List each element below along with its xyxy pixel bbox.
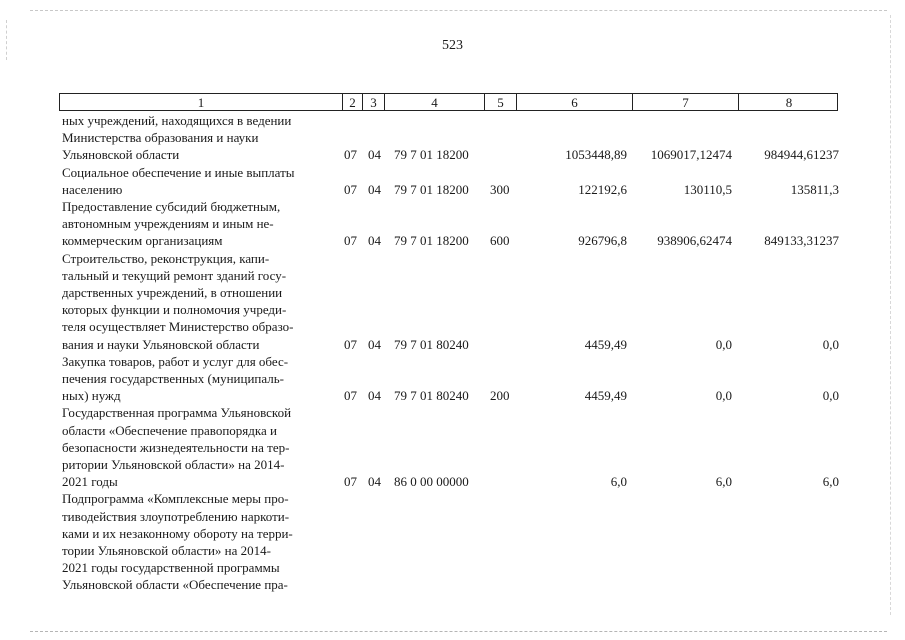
amount-col-7: 6,0 <box>715 474 732 490</box>
section-code: 07 <box>344 233 357 249</box>
table-row <box>62 250 852 353</box>
amount-col-8: 849133,31237 <box>764 233 839 249</box>
table-row <box>62 490 852 593</box>
description-line: области «Обеспечение правопорядка и <box>62 422 277 438</box>
description-line: тальный и текущий ремонт зданий госу- <box>62 267 287 283</box>
description-line: вания и науки Ульяновской области <box>62 336 260 352</box>
header-col-2: 2 <box>342 94 362 110</box>
target-article-code: 79 7 01 18200 <box>394 181 469 197</box>
section-code: 07 <box>344 336 357 352</box>
row-description <box>62 164 336 198</box>
description-line: тиводействия злоупотреблению наркоти- <box>62 508 290 524</box>
description-line: Ульяновской области «Обеспечение пра- <box>62 577 288 593</box>
target-article-code: 79 7 01 80240 <box>394 336 469 352</box>
table-row <box>62 112 852 164</box>
section-code: 07 <box>344 388 357 404</box>
row-description <box>62 404 336 490</box>
row-description <box>62 112 336 164</box>
scan-edge-bottom <box>30 631 887 632</box>
description-line: теля осуществляет Министерство образо- <box>62 319 294 335</box>
section-code: 07 <box>344 147 357 163</box>
scan-edge-right <box>890 15 891 615</box>
description-line: ками и их незаконному обороту на терри- <box>62 525 293 541</box>
description-line: дарственных учреждений, в отношении <box>62 285 283 301</box>
header-col-3: 3 <box>362 94 384 110</box>
header-col-8: 8 <box>738 94 839 110</box>
scan-edge-top <box>30 10 887 11</box>
amount-col-7: 130110,5 <box>683 181 732 197</box>
table-body <box>62 112 852 594</box>
subsection-code: 04 <box>368 233 381 249</box>
row-description <box>62 198 336 250</box>
table-row <box>62 404 852 490</box>
description-line: Министерства образования и науки <box>62 130 259 146</box>
amount-col-8: 135811,3 <box>790 181 839 197</box>
subsection-code: 04 <box>368 147 381 163</box>
table-row <box>62 198 852 250</box>
description-line: которых функции и полномочия учреди- <box>62 302 287 318</box>
description-line: Строительство, реконструкция, капи- <box>62 250 270 266</box>
description-line: 2021 годы <box>62 474 118 490</box>
description-line: населению <box>62 181 123 197</box>
amount-col-8: 984944,61237 <box>764 147 839 163</box>
amount-col-7: 1069017,12474 <box>650 147 732 163</box>
section-code: 07 <box>344 181 357 197</box>
header-col-5: 5 <box>484 94 516 110</box>
target-article-code: 79 7 01 18200 <box>394 233 469 249</box>
row-description <box>62 250 336 353</box>
amount-col-6: 122192,6 <box>578 181 627 197</box>
description-line: Государственная программа Ульяновской <box>62 405 292 421</box>
subsection-code: 04 <box>368 181 381 197</box>
header-col-1: 1 <box>197 95 205 110</box>
header-col-7: 7 <box>632 94 738 110</box>
amount-col-7: 0,0 <box>715 388 732 404</box>
description-line: ных) нужд <box>62 388 121 404</box>
subsection-code: 04 <box>368 336 381 352</box>
row-description <box>62 490 336 593</box>
amount-col-6: 926796,8 <box>578 233 627 249</box>
description-line: безопасности жизнедеятельности на тер- <box>62 439 290 455</box>
description-line: тории Ульяновской области» на 2014- <box>62 543 271 559</box>
target-article-code: 86 0 00 00000 <box>394 474 469 490</box>
description-line: автономным учреждениям и иным не- <box>62 216 274 232</box>
subsection-code: 04 <box>368 474 381 490</box>
description-line: ных учреждений, находящихся в ведении <box>62 113 292 128</box>
page-number: 523 <box>442 38 463 53</box>
table-row <box>62 164 852 198</box>
description-line: печения государственных (муниципаль- <box>62 371 285 387</box>
row-description <box>62 353 336 405</box>
section-code: 07 <box>344 474 357 490</box>
description-line: Ульяновской области <box>62 147 180 163</box>
table-row <box>62 353 852 405</box>
table-header-row <box>59 93 838 111</box>
description-line: Социальное обеспечение и иные выплаты <box>62 164 295 180</box>
amount-col-7: 938906,62474 <box>657 233 732 249</box>
description-line: Закупка товаров, работ и услуг для обес- <box>62 353 289 369</box>
amount-col-6: 4459,49 <box>584 388 627 404</box>
target-article-code: 79 7 01 80240 <box>394 388 469 404</box>
amount-col-8: 0,0 <box>822 336 839 352</box>
header-col-6: 6 <box>516 94 632 110</box>
amount-col-8: 0,0 <box>822 388 839 404</box>
amount-col-6: 6,0 <box>610 474 627 490</box>
subsection-code: 04 <box>368 388 381 404</box>
header-col-4: 4 <box>384 94 484 110</box>
description-line: ритории Ульяновской области» на 2014- <box>62 457 285 473</box>
amount-col-6: 4459,49 <box>584 336 627 352</box>
description-line: Подпрограмма «Комплексные меры про- <box>62 491 289 507</box>
description-line: Предоставление субсидий бюджетным, <box>62 199 281 215</box>
target-article-code: 79 7 01 18200 <box>394 147 469 163</box>
amount-col-6: 1053448,89 <box>565 147 627 163</box>
description-line: коммерческим организациям <box>62 233 223 249</box>
amount-col-8: 6,0 <box>822 474 839 490</box>
expense-type-code: 300 <box>490 181 510 197</box>
amount-col-7: 0,0 <box>715 336 732 352</box>
expense-type-code: 200 <box>490 388 510 404</box>
expense-type-code: 600 <box>490 233 510 249</box>
description-line: 2021 годы государственной программы <box>62 560 280 576</box>
